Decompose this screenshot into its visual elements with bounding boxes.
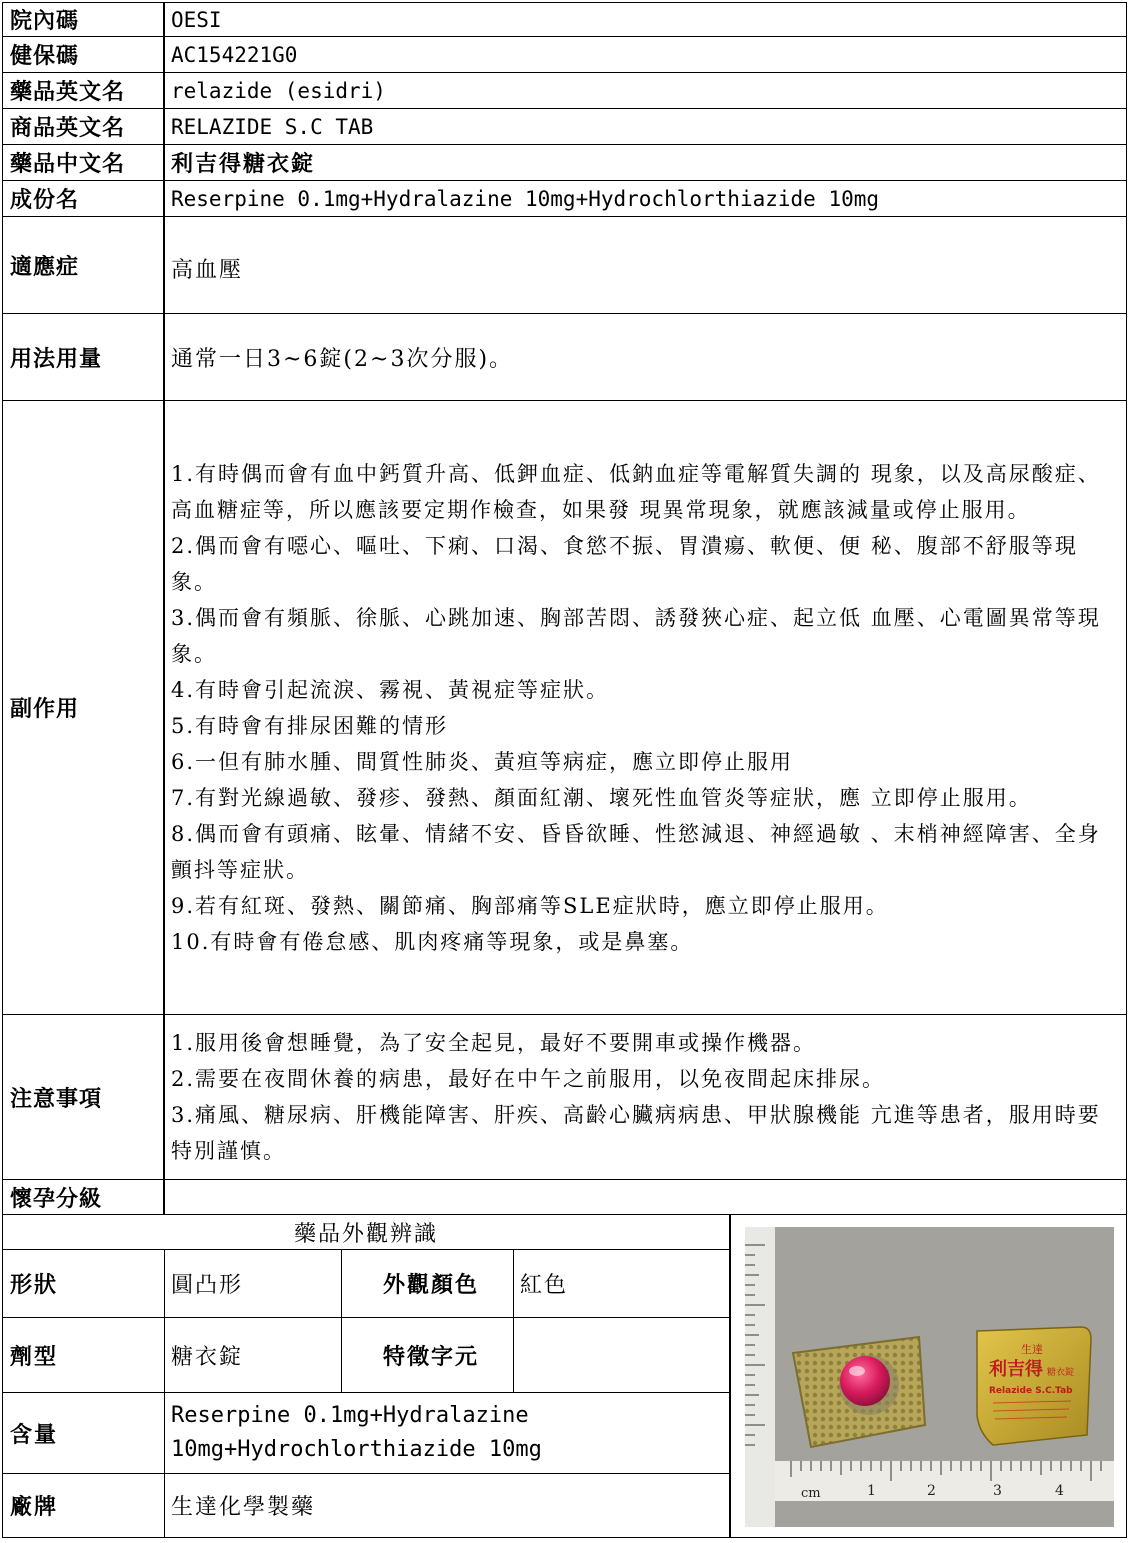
row-pregnancy <box>2 1179 1127 1215</box>
foil-brand-text: 生達 <box>1021 1343 1043 1356</box>
value-marking <box>513 1317 730 1393</box>
label-color: 外觀顏色 <box>341 1249 514 1318</box>
label-drug-chinese: 藥品中文名 <box>3 145 165 180</box>
row-dosage <box>2 313 1127 401</box>
precaution-item: 3.痛風、糖尿病、肝機能障害、肝疾、高齡心臟病病患、甲狀腺機能 亢進等患者，服用時要特別謹慎。 <box>171 1103 1101 1163</box>
value-color: 紅色 <box>513 1249 730 1318</box>
label-side-effects: 副作用 <box>3 401 165 1014</box>
pill <box>840 1356 890 1406</box>
ruler-unit: cm <box>801 1486 821 1501</box>
label-nhi-code: 健保碼 <box>3 37 165 72</box>
precautions-list <box>165 1015 1126 1179</box>
side-effect-item: 6.一但有肺水腫、間質性肺炎、黃疸等病症，應立即停止服用 <box>171 749 794 774</box>
row-drug-chinese <box>2 144 1127 181</box>
label-ingredients: 成份名 <box>3 181 165 216</box>
row-side-effects <box>2 400 1127 1015</box>
side-effect-item: 1.有時偶而會有血中鈣質升高、低鉀血症、低鈉血症等電解質失調的 現象，以及高尿酸症、高血糖症等，所以應該要定期作檢查，如果發 現異常現象，就應該減量或停止服用。 <box>171 461 1101 522</box>
drug-photo <box>731 1215 1128 1539</box>
vertical-ruler <box>745 1227 775 1527</box>
value-hospital-code: OESI <box>171 7 222 32</box>
value-drug-english: relazide (esidri) <box>171 78 386 103</box>
row-nhi-code <box>2 36 1127 73</box>
label-brand: 廠牌 <box>2 1473 165 1538</box>
row-ingredients <box>2 180 1127 217</box>
value-form: 糖衣錠 <box>164 1317 342 1393</box>
side-effect-item: 7.有對光線過敏、發疹、發熱、顏面紅潮、壞死性血管炎等症狀，應 立即停止服用。 <box>171 785 1032 810</box>
row-precautions <box>2 1014 1127 1180</box>
label-precautions: 注意事項 <box>3 1015 165 1179</box>
value-ingredients: Reserpine 0.1mg+Hydralazine 10mg+Hydrochlorthiazide 10mg <box>171 186 880 211</box>
side-effect-item: 9.若有紅斑、發熱、關節痛、胸部痛等SLE症狀時，應立即停止服用。 <box>171 893 889 918</box>
ruler-tick-label: 1 <box>867 1483 876 1499</box>
label-drug-english: 藥品英文名 <box>3 73 165 108</box>
label-product-english: 商品英文名 <box>3 109 165 144</box>
appearance-title: 藥品外觀辨識 <box>2 1214 730 1250</box>
label-pregnancy: 懷孕分級 <box>3 1180 165 1214</box>
label-form: 劑型 <box>2 1317 165 1393</box>
value-indication: 高血壓 <box>171 258 244 283</box>
foil-english-name: Relazide S.C.Tab <box>989 1386 1073 1396</box>
value-dosage: 通常一日3~6錠(2~3次分服)。 <box>171 346 514 372</box>
ruler-tick-label: 2 <box>927 1483 936 1499</box>
label-hospital-code: 院內碼 <box>3 3 165 36</box>
drug-photo-frame <box>730 1214 1127 1538</box>
row-indication <box>2 216 1127 314</box>
label-dosage: 用法用量 <box>3 314 165 400</box>
ruler-tick-label: 4 <box>1055 1483 1064 1499</box>
label-indication: 適應症 <box>3 217 165 313</box>
row-drug-english <box>2 72 1127 109</box>
label-marking: 特徵字元 <box>341 1317 514 1393</box>
precaution-item: 1.服用後會想睡覺，為了安全起見，最好不要開車或操作機器。 <box>171 1031 817 1055</box>
side-effect-item: 3.偶而會有頻脈、徐脈、心跳加速、胸部苦悶、誘發狹心症、起立低 血壓、心電圖異常等現象。 <box>171 605 1101 666</box>
value-content: Reserpine 0.1mg+Hydralazine 10mg+Hydrochlorthiazide 10mg <box>164 1392 730 1474</box>
side-effect-item: 10.有時會有倦怠感、肌肉疼痛等現象，或是鼻塞。 <box>171 929 694 954</box>
side-effect-item: 8.偶而會有頭痛、眩暈、情緒不安、昏昏欲睡、性慾減退、神經過敏 、末梢神經障害、全身顫抖等症狀。 <box>171 821 1101 882</box>
label-shape: 形狀 <box>2 1249 165 1318</box>
value-nhi-code: AC154221G0 <box>171 42 298 67</box>
value-shape: 圓凸形 <box>164 1249 342 1318</box>
precaution-item: 2.需要在夜間休養的病患，最好在中午之前服用，以免夜間起床排尿。 <box>171 1067 886 1091</box>
value-product-english: RELAZIDE S.C TAB <box>171 114 374 139</box>
foil-form-text: 糖衣錠 <box>1047 1368 1075 1378</box>
label-content: 含量 <box>2 1392 165 1474</box>
value-pregnancy <box>165 1180 1126 1214</box>
row-product-english <box>2 108 1127 145</box>
value-drug-chinese: 利吉得糖衣錠 <box>171 151 316 177</box>
side-effect-item: 4.有時會引起流淚、霧視、黃視症等症狀。 <box>171 677 610 702</box>
value-brand: 生達化學製藥 <box>164 1473 730 1538</box>
pill-highlight <box>849 1366 865 1376</box>
foil-product-name: 利吉得 <box>989 1359 1043 1380</box>
row-hospital-code <box>2 2 1127 37</box>
ruler-tick-label: 3 <box>993 1483 1002 1499</box>
side-effect-item: 5.有時會有排尿困難的情形 <box>171 713 449 738</box>
side-effects-list <box>165 401 1126 1014</box>
side-effect-item: 2.偶而會有噁心、嘔吐、下痢、口渴、食慾不振、胃潰瘍、軟便、便 秘、腹部不舒服等現象。 <box>171 533 1078 594</box>
